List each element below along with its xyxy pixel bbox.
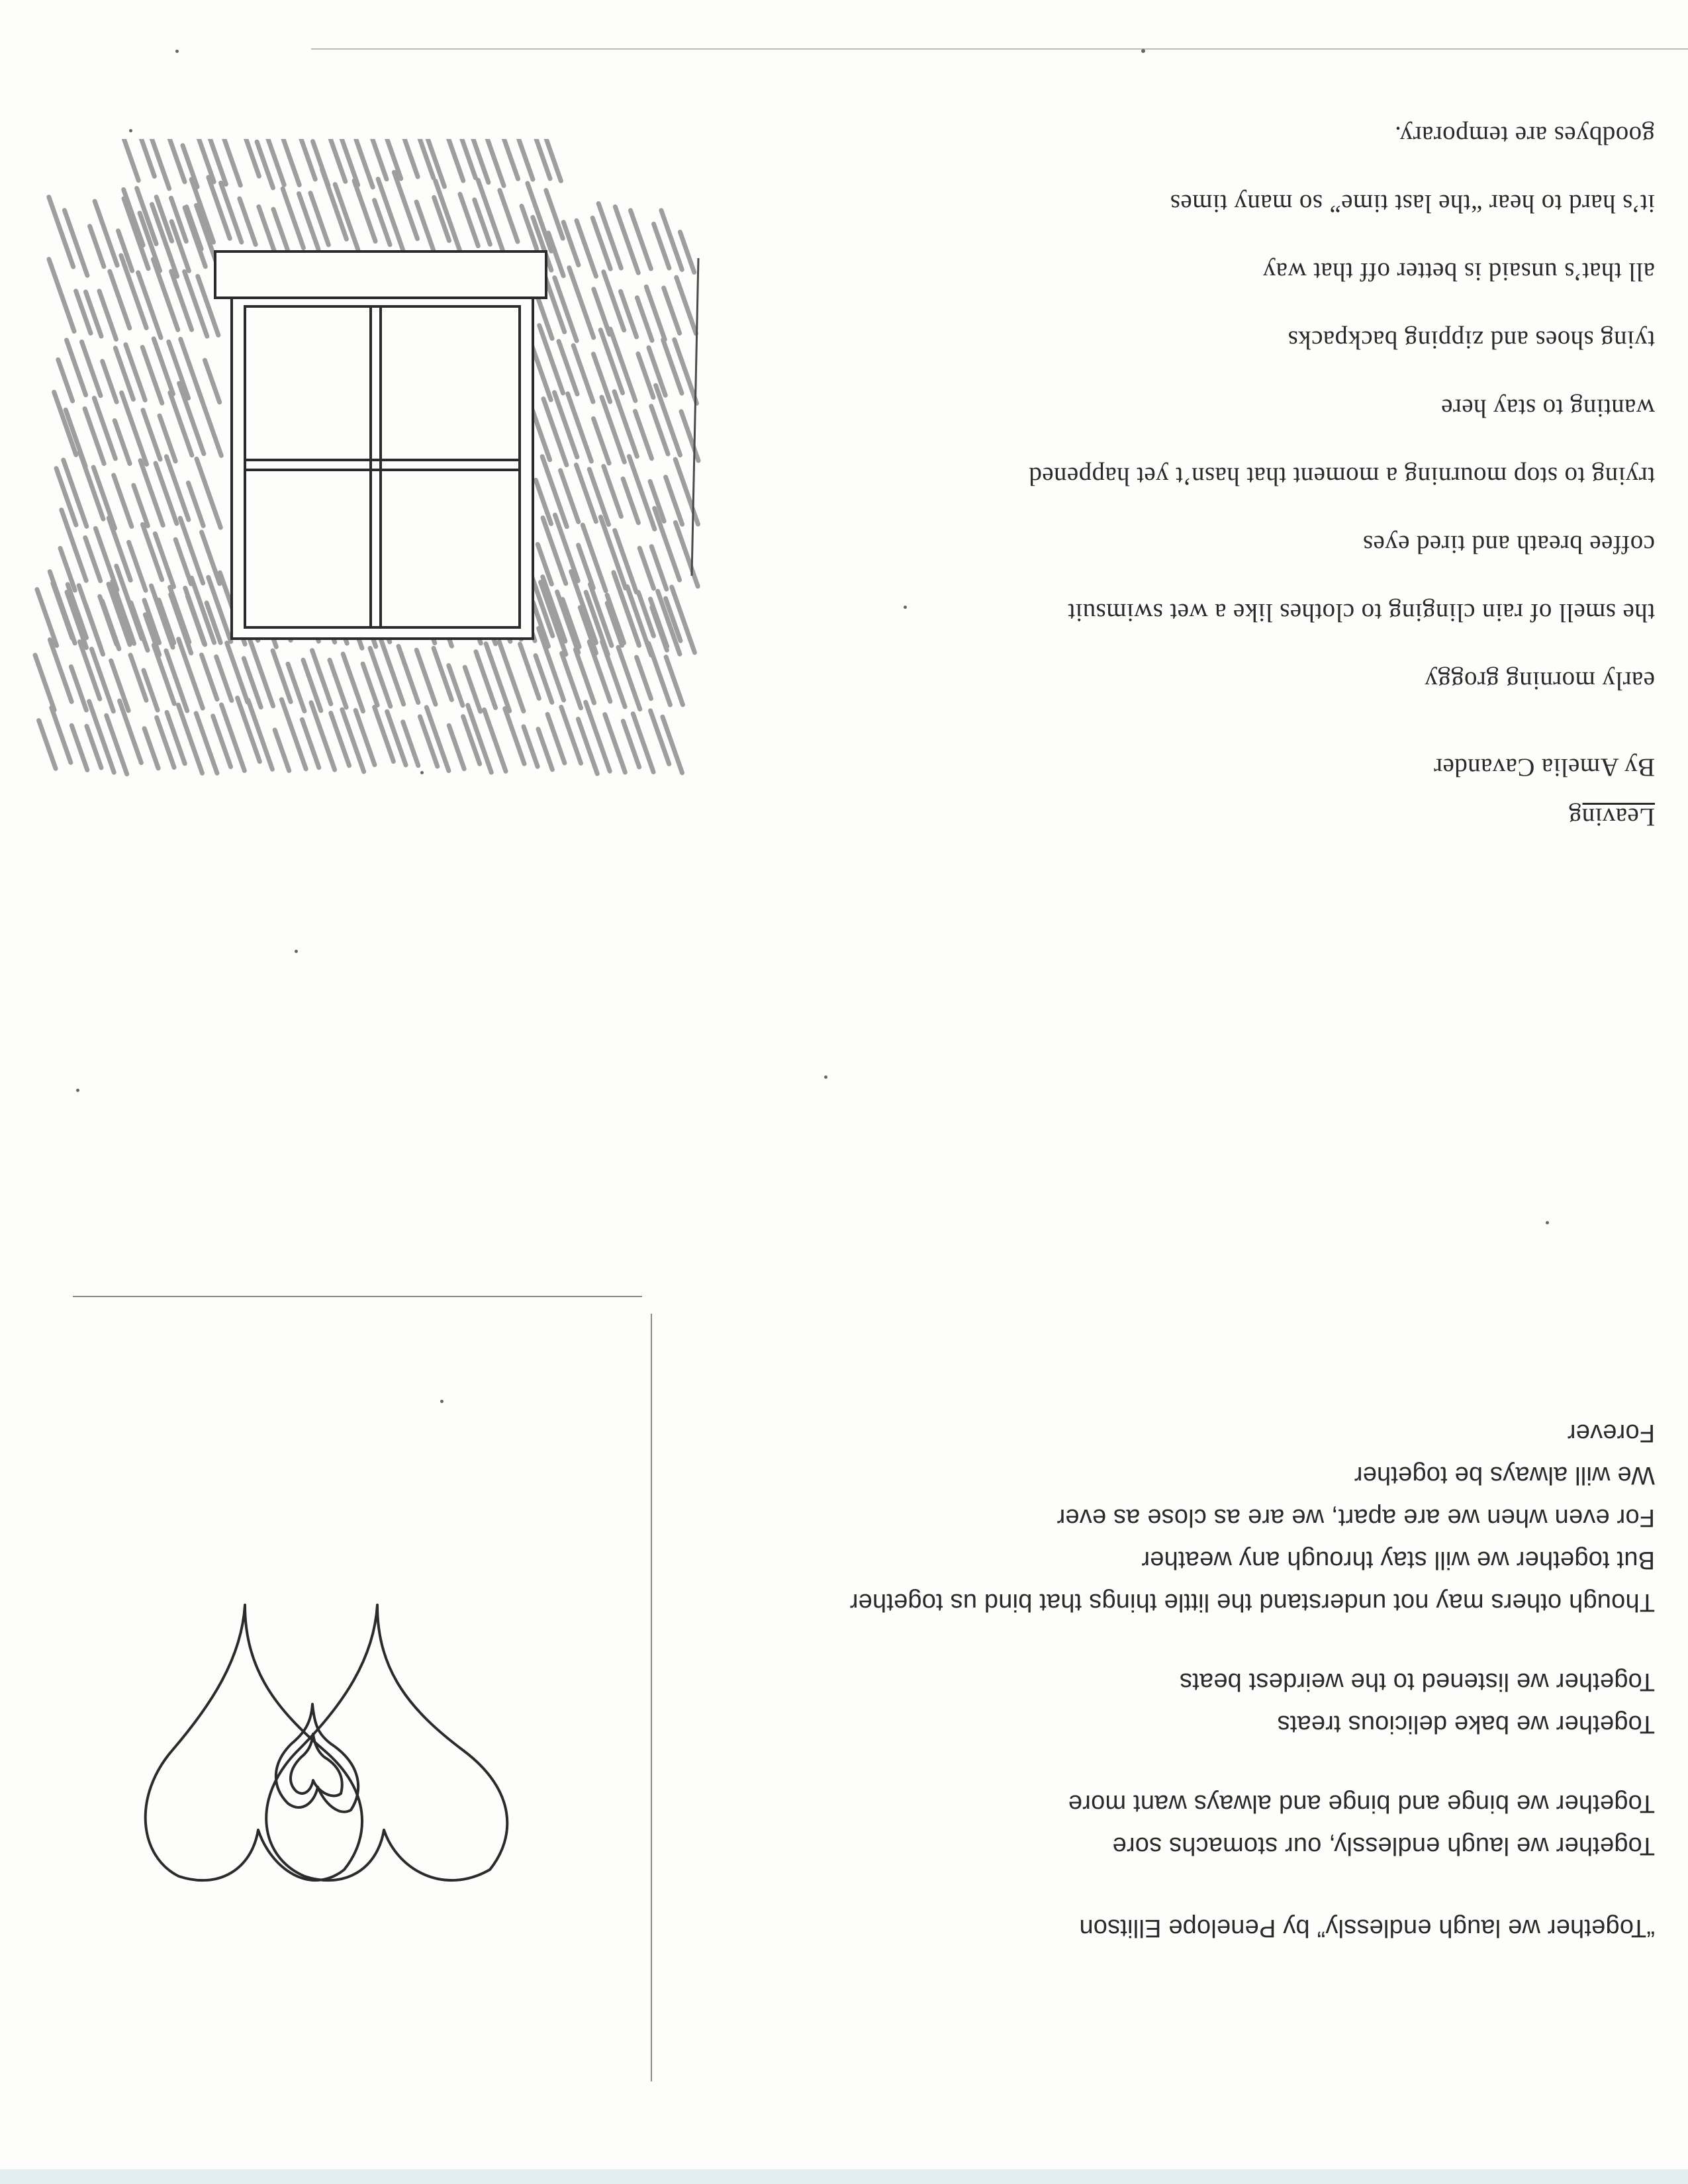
pencil-hatch-stroke xyxy=(160,416,175,461)
poem-line: For even when we are apart, we are as close as ever xyxy=(1056,1504,1655,1531)
pencil-hatch-stroke xyxy=(52,707,71,762)
scan-edge-line xyxy=(311,48,1688,50)
poem-line: goodbyes are temporary. xyxy=(1394,121,1655,150)
poem-title: Leaving xyxy=(1568,803,1655,831)
fold-line-vertical xyxy=(651,1314,652,2081)
scan-speck xyxy=(440,1400,444,1403)
poem-line: But together we will stay through any weather xyxy=(1141,1546,1655,1574)
pencil-hatch-stroke xyxy=(594,289,610,334)
pencil-hatch-stroke xyxy=(142,524,162,580)
pencil-hatch-stroke xyxy=(202,655,217,699)
scan-edge-tint xyxy=(0,2169,1688,2184)
pencil-hatch-stroke xyxy=(444,139,463,181)
pencil-hatch-stroke xyxy=(481,139,504,186)
scan-speck xyxy=(76,1089,79,1092)
pencil-hatch-stroke xyxy=(103,361,117,402)
pencil-hatch-stroke xyxy=(555,392,577,457)
pencil-hatch-stroke xyxy=(37,590,57,646)
poem-line: tying shoes and zipping backpacks xyxy=(1288,326,1655,354)
pencil-hatch-stroke xyxy=(71,725,87,770)
poem-line: all that’s unsaid is better off that way xyxy=(1262,257,1655,286)
pencil-hatch-stroke xyxy=(330,660,346,707)
pencil-hatch-stroke xyxy=(116,139,139,181)
pencil-hatch-stroke xyxy=(561,707,581,763)
pencil-hatch-stroke xyxy=(463,717,480,764)
poem-line: wanting to stay here xyxy=(1440,394,1655,422)
pencil-hatch-stroke xyxy=(221,183,242,242)
pencil-hatch-stroke xyxy=(90,226,104,267)
nested-hearts-icon xyxy=(113,1578,543,1923)
poem-line: coffee breath and tired eyes xyxy=(1362,530,1655,559)
pencil-hatch-stroke xyxy=(538,729,552,770)
poem-line: early morning groggy xyxy=(1424,666,1655,695)
scan-speck xyxy=(295,950,298,953)
scan-speck xyxy=(1546,1221,1549,1224)
pencil-hatch-stroke xyxy=(273,651,291,702)
pencil-hatch-stroke xyxy=(248,635,273,705)
poem-line: Though others may not understand the little things that bind us together xyxy=(849,1588,1655,1616)
pencil-hatch-stroke xyxy=(604,467,622,517)
window-sketch-icon xyxy=(17,139,725,841)
pencil-hatch-stroke xyxy=(501,139,518,179)
pencil-hatch-stroke xyxy=(275,730,289,770)
pencil-hatch-stroke xyxy=(664,288,680,334)
pencil-hatch-stroke xyxy=(155,533,173,586)
poem-line: Together we bake delicious treats xyxy=(1277,1710,1655,1738)
pencil-hatch-stroke xyxy=(416,202,434,251)
pencil-hatch-stroke xyxy=(623,478,638,523)
pencil-hatch-stroke xyxy=(185,271,207,336)
poem-line: the smell of rain clinging to clothes like a wet swimsuit xyxy=(1067,598,1655,627)
pencil-hatch-stroke xyxy=(354,181,375,241)
pencil-hatch-stroke xyxy=(434,648,451,700)
pencil-hatch-stroke xyxy=(159,600,174,643)
pencil-hatch-stroke xyxy=(283,139,299,185)
pencil-hatch-stroke xyxy=(500,191,518,242)
pencil-hatch-stroke xyxy=(35,655,54,710)
pencil-hatch-stroke xyxy=(639,548,653,588)
poem-line: Together we laugh endlessly, our stomachs sore xyxy=(1112,1832,1655,1860)
pencil-hatch-stroke xyxy=(505,709,524,764)
pencil-hatch-stroke xyxy=(594,419,610,463)
pencil-hatch-stroke xyxy=(520,644,539,698)
pencil-hatch-stroke xyxy=(138,273,161,338)
pencil-hatch-stroke xyxy=(114,475,132,526)
pencil-hatch-stroke xyxy=(259,206,274,250)
scan-speck xyxy=(175,50,179,53)
pencil-hatch-stroke xyxy=(449,725,464,768)
scan-speck xyxy=(420,771,424,774)
pencil-hatch-stroke xyxy=(677,277,696,334)
pencil-hatch-stroke xyxy=(637,298,652,341)
pencil-hatch-stroke xyxy=(110,271,130,328)
pencil-hatch-stroke xyxy=(563,222,579,265)
pencil-hatch-stroke xyxy=(568,394,592,461)
pencil-hatch-stroke xyxy=(129,542,146,590)
pencil-hatch-stroke xyxy=(144,729,158,768)
pencil-hatch-stroke xyxy=(134,485,148,525)
pencil-hatch-stroke xyxy=(273,209,287,250)
pencil-hatch-stroke xyxy=(537,295,552,338)
pencil-hatch-stroke xyxy=(637,657,651,699)
pencil-hatch-stroke xyxy=(369,139,387,179)
scan-speck xyxy=(904,606,907,609)
fold-line-horizontal xyxy=(73,1296,642,1297)
pencil-hatch-stroke xyxy=(402,139,418,177)
pencil-hatch-stroke xyxy=(577,220,596,276)
poem-together xyxy=(556,1412,1655,1949)
pencil-hatch-stroke xyxy=(583,525,606,590)
pencil-hatch-stroke xyxy=(143,410,160,459)
scan-speck xyxy=(129,129,132,132)
pencil-hatch-stroke xyxy=(666,477,682,524)
pencil-hatch-stroke xyxy=(499,642,524,711)
poem-title: “Together we laugh endlessly” by Penelope Ellitson xyxy=(1079,1914,1655,1942)
pencil-hatch-stroke xyxy=(486,644,510,711)
pencil-hatch-stroke xyxy=(39,721,56,769)
pencil-hatch-stroke xyxy=(656,385,680,455)
pencil-hatch-stroke xyxy=(629,457,654,529)
poem-line: it’s hard to hear “the last time” so many times xyxy=(1170,189,1655,218)
poem-author: By Amelia Cavander xyxy=(1433,753,1655,782)
poem-line: We will always be together xyxy=(1354,1461,1655,1489)
pencil-hatch-stroke xyxy=(416,650,436,704)
pencil-hatch-stroke xyxy=(71,666,86,710)
pencil-hatch-stroke xyxy=(202,532,220,584)
pencil-hatch-stroke xyxy=(170,392,192,455)
poem-line: trying to stop mourning a moment that hasn’t yet happened xyxy=(1028,462,1655,490)
pencil-hatch-stroke xyxy=(144,670,158,710)
pencil-hatch-stroke xyxy=(49,259,74,332)
poem-line: Forever xyxy=(1567,1419,1655,1447)
poem-line: Together we binge and binge and always want more xyxy=(1068,1790,1655,1817)
pencil-hatch-stroke xyxy=(85,537,101,580)
pencil-hatch-stroke xyxy=(651,711,669,764)
pencil-hatch-stroke xyxy=(524,727,538,766)
poem-line: Together we listened to the weirdest beats xyxy=(1179,1668,1655,1696)
pencil-hatch-stroke xyxy=(205,360,219,402)
pencil-hatch-stroke xyxy=(363,664,377,705)
pencil-hatch-stroke xyxy=(216,657,232,700)
pencil-hatch-stroke xyxy=(64,210,87,276)
pencil-hatch-stroke xyxy=(49,197,73,267)
pencil-hatch-stroke xyxy=(180,518,203,583)
scan-speck xyxy=(824,1075,827,1079)
pencil-hatch-stroke xyxy=(547,714,565,763)
pencil-hatch-stroke xyxy=(593,354,610,402)
scan-speck xyxy=(1141,49,1145,53)
